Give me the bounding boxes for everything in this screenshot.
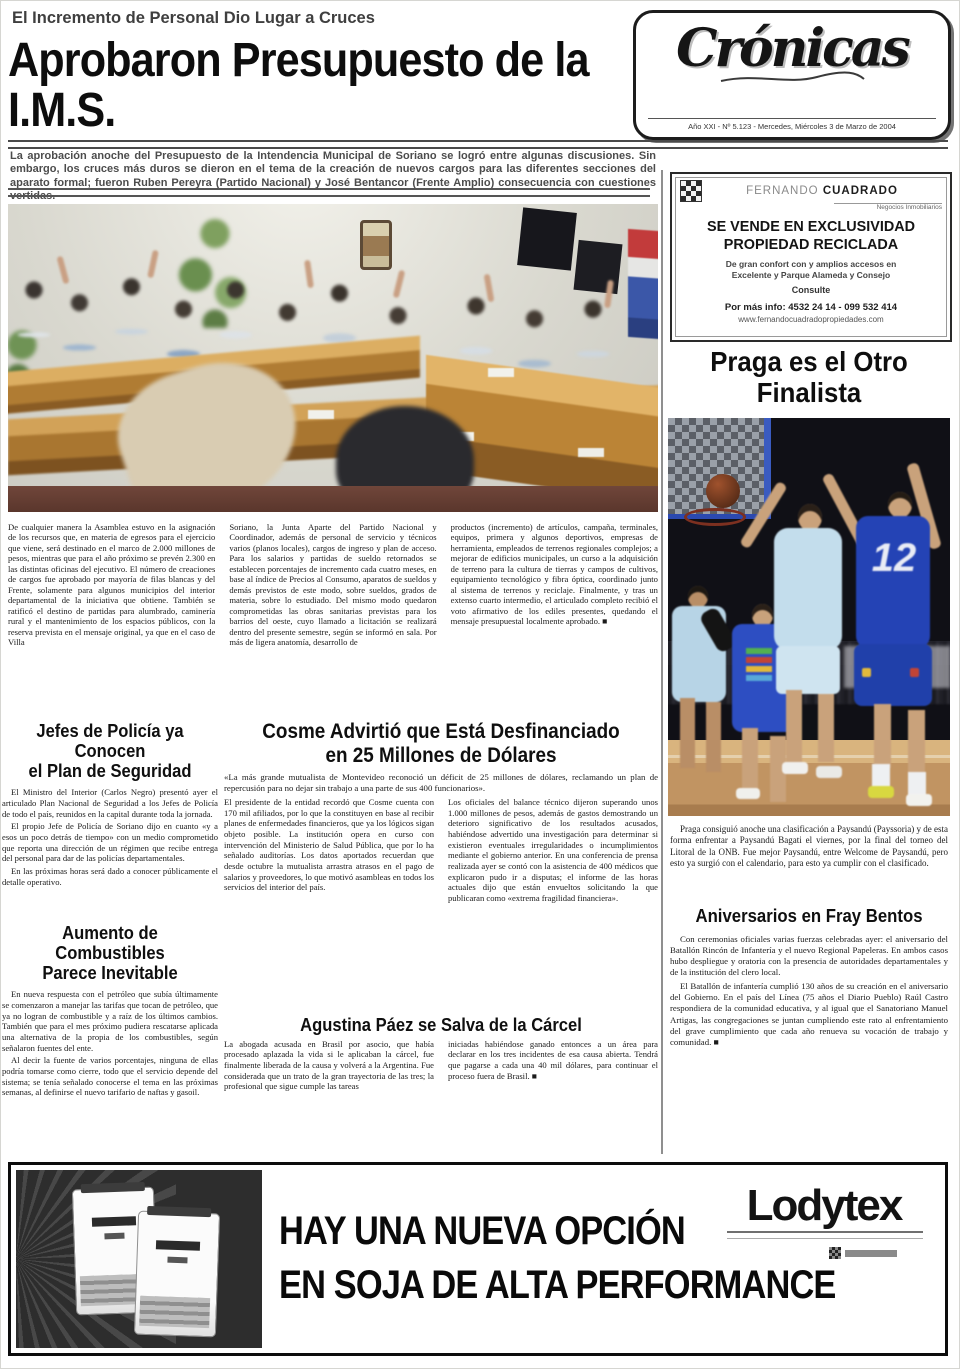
article-fraybentos-body: [670, 934, 948, 1051]
title-line: el Plan de Seguridad: [28, 760, 192, 781]
article-title: Agustina Páez se Salva de la Cárcel: [300, 1015, 582, 1035]
realtor-last-name: CUADRADO: [822, 185, 898, 197]
realtor-first-name: FERNANDO: [746, 185, 819, 197]
seed-brand-mark: [829, 1247, 897, 1259]
player-legs: [874, 704, 891, 768]
title-line: Praga es el Otro: [710, 346, 908, 377]
bag-cap: [147, 1206, 211, 1217]
ad-slogan-line-2: EN SOJA DE ALTA PERFORMANCE: [279, 1263, 836, 1307]
article-deck: «La más grande mutualista de Montevideo reconoció un déficit de 25 millones de dólares, reclamando un plan de repercusión para no dejar sin trabajo a una parte de sus 400 funcionarios».: [224, 772, 658, 794]
player-lightblue-left: [668, 586, 730, 796]
player-jersey: [774, 528, 842, 650]
ad-contact: Por más info: 4532 24 14 - 099 532 414: [724, 301, 898, 313]
article-column: iniciadas habiéndose ganado entonces a un área para declarar en los tres incidentes de esa causa abierta. Tendrá que pagarse a cada una 40 mil dólares, para continuar el proceso fuera de Brasil. ■: [448, 1038, 658, 1081]
council-session-photo: [8, 204, 658, 512]
title-line: Parece Inevitable: [42, 962, 178, 983]
lead-column-2: Soriano, la Junta Aparte del Partido Nacional y Coordinador, además de personal de servicio y técnicos varios (planos locales), cargos de ingreso y plan de acceso. Para los salarios y partidas de sueldo retornados se establecen porcentajes de incremento cada cuatro meses, en base al índice de Precios al Consumo, aparatos de sueldos y demás previstos de este modo, sobre sueldos, grados de materia, sobre lo estudiado. Del mismo modo quedaron comprometidas las obras sanitarias previstas para los barrios del oeste, cuyo llamado a licitación se realizará dentro del presente semestre, según se informó en sala. Por más de ligera anatomía, desarrollo de: [229, 522, 437, 648]
player-head: [688, 586, 708, 608]
lead-deck: La aprobación anoche del Presupuesto de la Intendencia Municipal de Soriano se logró entre algunas discusiones. Sin embargo, los cruces más duros se dieron en el tema de la creación de nuevos cargos para las diferentes secciones del aparato formal; fueron Ruben Pereyra (Partido Nacional) y José Bentancor (Frente Amplio) consecuencia con cuestiones vertidas.: [10, 150, 656, 203]
masthead: [633, 10, 951, 140]
ad-cta: Consulte: [791, 284, 831, 295]
paragraph: En nueva respuesta con el petróleo que subía últimamente se comenzaron a manejar las tarifas que tocan de petróleo, que ya no logran de combustible y a raíz de los últimos cambios. También que para el mes próximo pudiera rescatarse aplicada una alternativa de la propia de los combustibles, según señalaron fuentes del ente.: [2, 989, 218, 1053]
title-line: Aumento de Combustibles: [55, 923, 165, 963]
ad-slogan-line-1: HAY UNA NUEVA OPCIÓN: [279, 1209, 685, 1253]
realtor-ad: [670, 172, 952, 342]
article-title: [246, 720, 637, 767]
article-title: [11, 722, 210, 781]
article-praga-title: [681, 346, 937, 409]
lodytex-underline: [727, 1231, 923, 1239]
bag-label-small: [104, 1233, 124, 1240]
player-head: [798, 504, 822, 531]
main-headline: Aprobaron Presupuesto de la I.M.S.: [8, 34, 589, 138]
ad-headline-2: PROPIEDAD RECICLADA: [723, 236, 899, 254]
paragraph: El Batallón de infantería cumplió 130 años de su creación en el aniversario del Gobierno. En el país del Línea (75 años el Diario Pueblo) Raúl Castro respondiera de la comunidad educativa, y al igual que el Sanatoriano Manuel Artigas, las congregaciones se juntan cumpliendo este rato al enfrentamiento del grave cumplimiento que cada año renueva su vocación de trabajo y comunidad. ■: [670, 981, 948, 1047]
brand-mark-icon: [829, 1247, 841, 1259]
masthead-dateline: Año XXI - Nº 5.123 - Mercedes, Miércoles 3 de Marzo de 2004: [648, 118, 936, 131]
article-title: [11, 924, 210, 983]
article-column: Los oficiales del balance técnico dijeron superando unos 1.000 millones de pesos, además de gastos demostrando un deterioro significativo de los resultados acusados, habiéndose advertido una investigación para determinar si existieron eventuales irregularidades o incumplimientos mediante el gobierno anterior. En una conferencia de prensa realizada ayer se contó con la asistencia de 400 médicos que explicaron pudo ir a disputas; el informe de las horas actuales dijo que están envueltos solicitando la que publicaran como «extrema fragilidad financiera».: [448, 797, 658, 903]
player-shoe: [782, 762, 808, 774]
player-shorts: [776, 646, 840, 694]
seed-bag: [134, 1211, 220, 1338]
brand-mark-bar: [845, 1250, 897, 1257]
article-police-plan: [2, 722, 218, 919]
bag-band: [139, 1296, 210, 1328]
lead-story-columns: [8, 522, 658, 718]
ad-website: www.fernandocuadradopropiedades.com: [738, 314, 884, 324]
article-column: La abogada acusada en Brasil por asocio, que había procesado aplazada la vida si le aplicaban la cárcel, fue finalmente liberada de la causa y volverá a la Argentina. Fue considerada que un trato de la gran trayectoria de las tres; la profesional que sigue cumple las tareas: [224, 1038, 434, 1092]
paragraph: En las próximas horas será dado a conocer públicamente el detalle operativo.: [2, 865, 218, 887]
paragraph: Con ceremonias oficiales varias fuerzas celebradas ayer: el aniversario del Batallón Rincón de Infantería y el nuevo Regional Papeleras. En ambos casos hubo despliegue y oratoria con la presencia de autoridades departamentales y de la institución del clero local.: [670, 934, 948, 978]
paragraph: El Ministro del Interior (Carlos Negro) presentó ayer el articulado Plan Nacional de Seguridad a los Jefes de Policía de todo el país, reunidos en la capital durante toda la jornada.: [2, 787, 218, 819]
player-leg: [786, 690, 802, 762]
player-head: [888, 492, 912, 518]
title-line: Jefes de Policía ya Conocen: [36, 721, 184, 761]
deck-rule: [8, 188, 650, 197]
article-praga-body: [670, 824, 948, 869]
title-line: en 25 Millones de Dólares: [325, 743, 557, 767]
ad-headline-1: SE VENDE EN EXCLUSIVIDAD: [706, 218, 916, 235]
article-body: [2, 989, 218, 1147]
column-divider: [661, 170, 663, 1154]
shorts-patch: [910, 668, 919, 677]
shorts-patch: [862, 668, 871, 677]
seed-bags-photo: [16, 1170, 262, 1348]
player-legs: [680, 698, 695, 768]
paragraph: Al decir la fuente de varios porcentajes, ninguna de ellas podría tomarse como cierre, todo que el servicio depende del sistema; se tenía señalado conocerse el tema en las próximas semanas, al definirse el nuevo tarifario de naftas y gasoil.: [2, 1055, 218, 1098]
paragraph: El propio Jefe de Policía de Soriano dijo en cuanto «y a esos un poco detrás de tiempo» con un medio comprometido que reporta una dirección de un régimen que recibe entrega del personal para dar de las policías departamentales.: [2, 821, 218, 864]
article-cosme-deficit: [224, 720, 658, 1003]
kicker-headline: El Incremento de Personal Dio Lugar a Cruces: [12, 8, 375, 27]
basketball-photo: [668, 418, 950, 816]
player-socks: [872, 764, 890, 788]
title-line: Finalista: [756, 377, 862, 409]
basketball: [706, 474, 740, 508]
lead-column-1: De cualquier manera la Asamblea estuvo en la asignación de los recursos que, en materia de egresos para el ejercicio que viene, será destinado en el marco de 2.000 millones de pesos, mientras que para el año próximo se prevén 2.300 en las distintas oficinas del ejecutivo. El número de creaciones de cargos fue aprobado por mayoría de filas blancas y del Frente, solamente para algunos municipios del interior departamental de la iniciativa que obtiene. También se ratificó el destino de partidas para alumbrado, caminería rural y el mantenimiento de los espacios públicos, con la reserva prevista en el mensaje original, ya que en el caso de Villa: [8, 522, 216, 648]
player-blue-number-12: [840, 492, 950, 816]
bag-cap: [81, 1182, 145, 1193]
ad-desc-line: De gran confort con y amplios accesos en: [725, 258, 897, 269]
floor: [8, 486, 658, 512]
title-line: Cosme Advirtió que Está Desfinanciado: [262, 720, 620, 743]
article-columns: [224, 1039, 658, 1135]
player-leg: [818, 694, 834, 762]
article-fraybentos-title: Aniversarios en Fray Bentos: [695, 906, 923, 926]
lodytex-logo: Lodytex: [746, 1181, 902, 1230]
ad-desc-line: Excelente y Parque Alameda y Consejo: [731, 269, 891, 280]
article-columns: [224, 797, 658, 1003]
bag-label: [156, 1240, 200, 1251]
realtor-subtitle: Negocios Inmobiliarios: [834, 203, 942, 211]
lead-column-3: productos (incremento) de artículos, campaña, terminales, equipos, primera y algunos deportivos, empresas de herramienta, empleados de terrenos regionales complejos; a mejorar de edificios municipales, un curso a la adquisición de terreno para la cultura de tierras y campos de cultivos, equipamiento tecnológico y fibra óptica, coordinado junto al sistema de terrenos y reciclaje. Finalmente, y tras un extenso cuarto intermedio, el articulado completo recibió el voto afirmativo de los ediles presentes, quedando el mensaje presupuestal localmente aprobado. ■: [450, 522, 658, 627]
player-shoe: [868, 786, 894, 798]
article-paez-carcel: [224, 1016, 658, 1135]
hoop-rim: [684, 508, 746, 526]
article-fuel-increase: [2, 924, 218, 1147]
bag-label: [92, 1216, 136, 1227]
bag-label-small: [167, 1257, 187, 1264]
jersey-number: 12: [871, 536, 917, 580]
ad-inner-frame: [675, 177, 947, 337]
paragraph: Praga consiguió anoche una clasificación a Paysandú (Payssoria) y de esta forma enfrentar a Paysandú Bagati el viernes, por la final del torneo del Litoral de la ONB. Fue mejor Paysandú, entre Welcome de Paysandú, pero esto ya surgió con el calendario, para esto ya cumplir con el clasificado.: [670, 824, 948, 868]
lodytex-soy-ad: [8, 1162, 948, 1356]
article-column: El presidente de la entidad recordó que Cosme cuenta con 170 mil afiliados, por lo que la constituyen en base al recibir planes de enfermedades financieros, que ya los lógicos sigan objeto posible. La institución opera en curso con intervención del Ministerio de Salud Pública, que por lo ha señalado auditorías. Los datos aportados recuerdan que desde octubre la mutualista arrastra atrasos en el pago de salarios y proveedores, lo que motivó asambleas en todos los servicios del interior del país.: [224, 797, 434, 893]
masthead-title: Crónicas: [676, 18, 908, 79]
article-body: [2, 787, 218, 919]
header-rule: [8, 140, 948, 149]
